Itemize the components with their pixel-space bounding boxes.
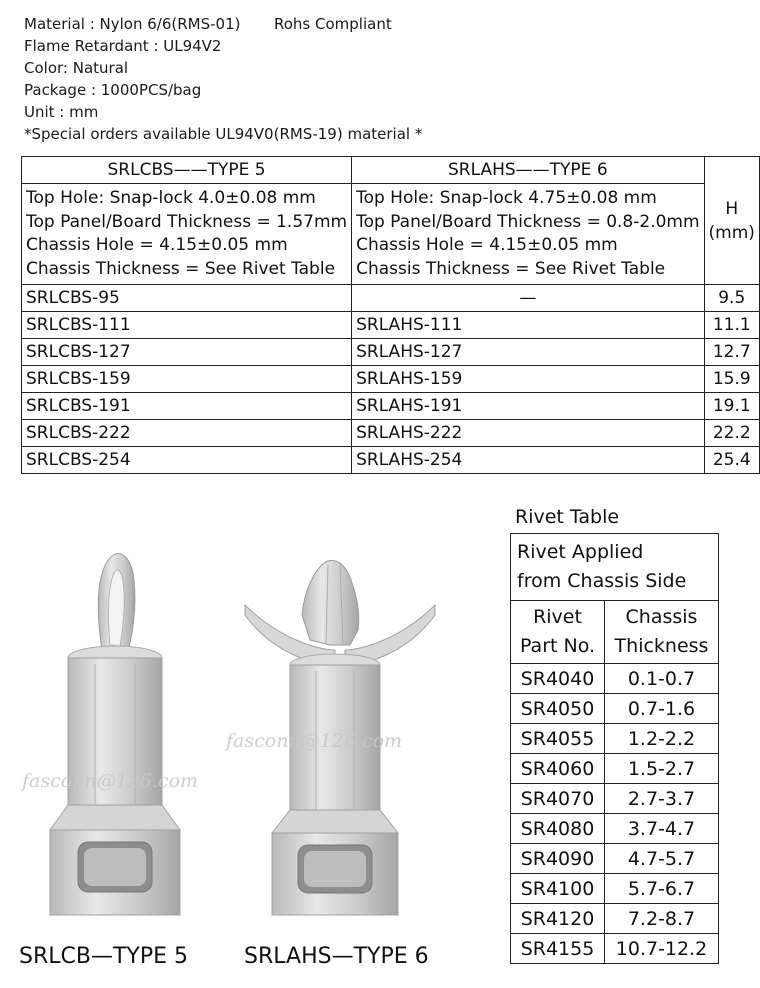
type6-part: SRLAHS-111 [352, 312, 704, 339]
part-table-desc [22, 184, 760, 285]
type6-part: SRLAHS-159 [352, 366, 704, 393]
part-table [21, 156, 760, 474]
rivet-thickness: 2.7-3.7 [605, 784, 719, 814]
spec-material: Material : Nylon 6/6(RMS-01) [24, 15, 241, 33]
type6-caption: SRLAHS—TYPE 6 [244, 944, 429, 969]
spec-unit: Unit : mm [24, 103, 99, 121]
rivet-part: SR4120 [511, 904, 605, 934]
rivet-table-title: Rivet Table [515, 506, 620, 528]
rivet-col-thickness [605, 601, 719, 664]
rivet-part: SR4055 [511, 724, 605, 754]
rivet-thickness: 0.7-1.6 [605, 694, 719, 724]
h-value: 15.9 [704, 366, 759, 393]
table-row [22, 285, 760, 312]
table-row [22, 420, 760, 447]
spec-rohs: Rohs Compliant [274, 15, 392, 33]
type6-part: SRLAHS-254 [352, 447, 704, 474]
h-value: 11.1 [704, 312, 759, 339]
type5-part: SRLCBS-191 [22, 393, 352, 420]
table-row [511, 904, 719, 934]
table-row [511, 724, 719, 754]
h-value: 9.5 [704, 285, 759, 312]
type5-part: SRLCBS-95 [22, 285, 352, 312]
table-row [22, 366, 760, 393]
h-header-line1: H [725, 198, 739, 219]
watermark: fasconn@126.com [22, 770, 199, 792]
rivet-col-part-line1: Rivet [533, 606, 582, 628]
h-header-line2: (mm) [708, 222, 755, 243]
type5-part-image [40, 530, 190, 930]
table-row [511, 694, 719, 724]
spec-package: Package : 1000PCS/bag [24, 81, 202, 99]
type6-header: SRLAHS——TYPE 6 [352, 157, 704, 184]
table-row [511, 754, 719, 784]
table-row [22, 447, 760, 474]
type6-part: — [352, 285, 704, 312]
table-row [511, 664, 719, 694]
table-row [511, 874, 719, 904]
table-row [511, 784, 719, 814]
type5-desc-line: Top Panel/Board Thickness = 1.57mm [26, 211, 348, 232]
spec-special: *Special orders available UL94V0(RMS-19) material * [24, 125, 423, 143]
table-row [511, 844, 719, 874]
table-row [511, 814, 719, 844]
rivet-part: SR4100 [511, 874, 605, 904]
rivet-part: SR4060 [511, 754, 605, 784]
rivet-part: SR4070 [511, 784, 605, 814]
rivet-thickness: 1.5-2.7 [605, 754, 719, 784]
type5-part: SRLCBS-111 [22, 312, 352, 339]
rivet-col-thickness-line2: Thickness [614, 635, 709, 657]
rivet-part: SR4040 [511, 664, 605, 694]
rivet-col-header-row [511, 601, 719, 664]
h-value: 25.4 [704, 447, 759, 474]
rivet-part: SR4080 [511, 814, 605, 844]
type6-part: SRLAHS-191 [352, 393, 704, 420]
h-value: 22.2 [704, 420, 759, 447]
rivet-applied-row [511, 534, 719, 601]
table-row [511, 934, 719, 964]
rivet-col-part [511, 601, 605, 664]
rivet-table [510, 533, 719, 964]
type5-desc-line: Top Hole: Snap-lock 4.0±0.08 mm [26, 188, 316, 208]
type5-desc-line: Chassis Thickness = See Rivet Table [26, 258, 336, 279]
rivet-part: SR4155 [511, 934, 605, 964]
table-row [22, 312, 760, 339]
type6-part: SRLAHS-127 [352, 339, 704, 366]
type5-desc [22, 184, 352, 285]
spec-flame: Flame Retardant : UL94V2 [24, 37, 222, 55]
type6-desc-line: Top Panel/Board Thickness = 0.8-2.0mm [356, 211, 700, 232]
type5-part: SRLCBS-159 [22, 366, 352, 393]
watermark: fasconn@126.com [226, 730, 403, 752]
type5-caption: SRLCB—TYPE 5 [19, 944, 188, 969]
rivet-applied-line2: from Chassis Side [517, 570, 687, 592]
table-row [22, 339, 760, 366]
rivet-thickness: 3.7-4.7 [605, 814, 719, 844]
type5-part: SRLCBS-127 [22, 339, 352, 366]
type5-header: SRLCBS——TYPE 5 [22, 157, 352, 184]
table-row [22, 393, 760, 420]
rivet-thickness: 7.2-8.7 [605, 904, 719, 934]
rivet-col-thickness-line1: Chassis [625, 606, 698, 628]
type6-desc [352, 184, 704, 285]
rivet-thickness: 5.7-6.7 [605, 874, 719, 904]
type6-part: SRLAHS-222 [352, 420, 704, 447]
type6-desc-line: Top Hole: Snap-lock 4.75±0.08 mm [356, 188, 657, 208]
rivet-part: SR4090 [511, 844, 605, 874]
type5-desc-line: Chassis Hole = 4.15±0.05 mm [26, 235, 288, 255]
h-header [704, 157, 759, 285]
h-value: 12.7 [704, 339, 759, 366]
rivet-thickness: 0.1-0.7 [605, 664, 719, 694]
type5-part: SRLCBS-222 [22, 420, 352, 447]
rivet-applied [511, 534, 719, 601]
rivet-col-part-line2: Part No. [519, 635, 596, 657]
type6-desc-line: Chassis Hole = 4.15±0.05 mm [356, 235, 618, 255]
part-table-header [22, 157, 760, 184]
h-value: 19.1 [704, 393, 759, 420]
rivet-applied-line1: Rivet Applied [517, 541, 644, 563]
rivet-thickness: 10.7-12.2 [605, 934, 719, 964]
spec-block [24, 13, 422, 145]
type5-part: SRLCBS-254 [22, 447, 352, 474]
type6-desc-line: Chassis Thickness = See Rivet Table [356, 258, 666, 279]
spec-color: Color: Natural [24, 59, 129, 77]
rivet-part: SR4050 [511, 694, 605, 724]
rivet-thickness: 4.7-5.7 [605, 844, 719, 874]
rivet-thickness: 1.2-2.2 [605, 724, 719, 754]
